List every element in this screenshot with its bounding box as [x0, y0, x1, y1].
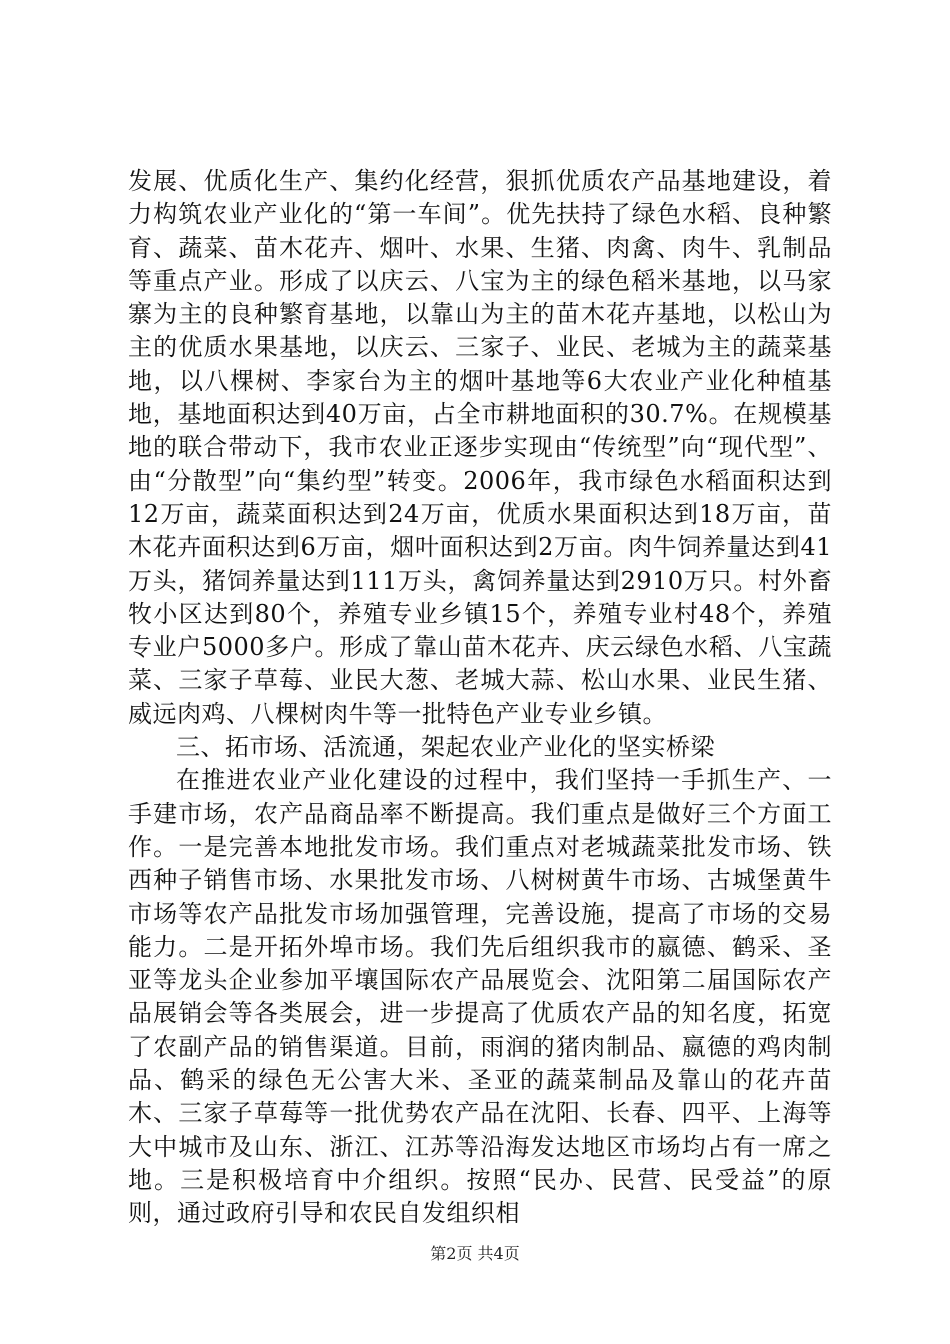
section-heading: 三、拓市场、活流通，架起农业产业化的坚实桥梁	[176, 733, 715, 762]
body-paragraph-continued: 发展、优质化生产、集约化经营，狠抓优质农产品基地建设，着力构筑农业产业化的“第一车间”。优先扶持了绿色水稻、良种繁育、蔬菜、苗木花卉、烟叶、水果、生猪、肉禽、肉牛、乳制品等重点产业。形成了以庆云、八宝为主的绿色稻米基地，以马家寨为主的良种繁育基地，以靠山为主的苗木花卉基地，以松山为主的优质水果基地，以庆云、三家子、业民、老城为主的蔬菜基地，以八棵树、李家台为主的烟叶基地等6大农业产业化种植基地，基地面积达到40万亩，占全市耕地面积的30.7%。在规模基地的联合带动下，我市农业正逐步实现由“传统型”向“现代型”、由“分散型”向“集约型”转变。2006年，我市绿色水稻面积达到12万亩，蔬菜面积达到24万亩，优质水果面积达到18万亩，苗木花卉面积达到6万亩，烟叶面积达到2万亩。肉牛饲养量达到41万头，猪饲养量达到111万头，禽饲养量达到2910万只。村外畜牧小区达到80个，养殖专业乡镇15个，养殖专业村48个，养殖专业户5000多户。形成了靠山苗木花卉、庆云绿色水稻、八宝蔬菜、三家子草莓、业民大葱、老城大蒜、松山水果、业民生猪、威远肉鸡、八棵树肉牛等一批特色产业专业乡镇。	[128, 167, 832, 728]
body-paragraph: 在推进农业产业化建设的过程中，我们坚持一手抓生产、一手建市场，农产品商品率不断提高。我们重点是做好三个方面工作。一是完善本地批发市场。我们重点对老城蔬菜批发市场、铁西种子销售市场、水果批发市场、八树树黄牛市场、古城堡黄牛市场等农产品批发市场加强管理，完善设施，提高了市场的交易能力。二是开拓外埠市场。我们先后组织我市的嬴德、鹤采、圣亚等龙头企业参加平壤国际农产品展览会、沈阳第二届国际农产品展销会等各类展会，进一步提高了优质农产品的知名度，拓宽了农副产品的销售渠道。目前，雨润的猪肉制品、嬴德的鸡肉制品、鹤采的绿色无公害大米、圣亚的蔬菜制品及靠山的花卉苗木、三家子草莓等一批优势农产品在沈阳、长春、四平、上海等大中城市及山东、浙江、江苏等沿海发达地区市场均占有一席之地。三是积极培育中介组织。按照“民办、民营、民受益”的原则，通过政府引导和农民自发组织相	[128, 766, 832, 1228]
page-footer: 第2页 共4页	[430, 1244, 520, 1263]
document-body	[128, 165, 832, 1231]
